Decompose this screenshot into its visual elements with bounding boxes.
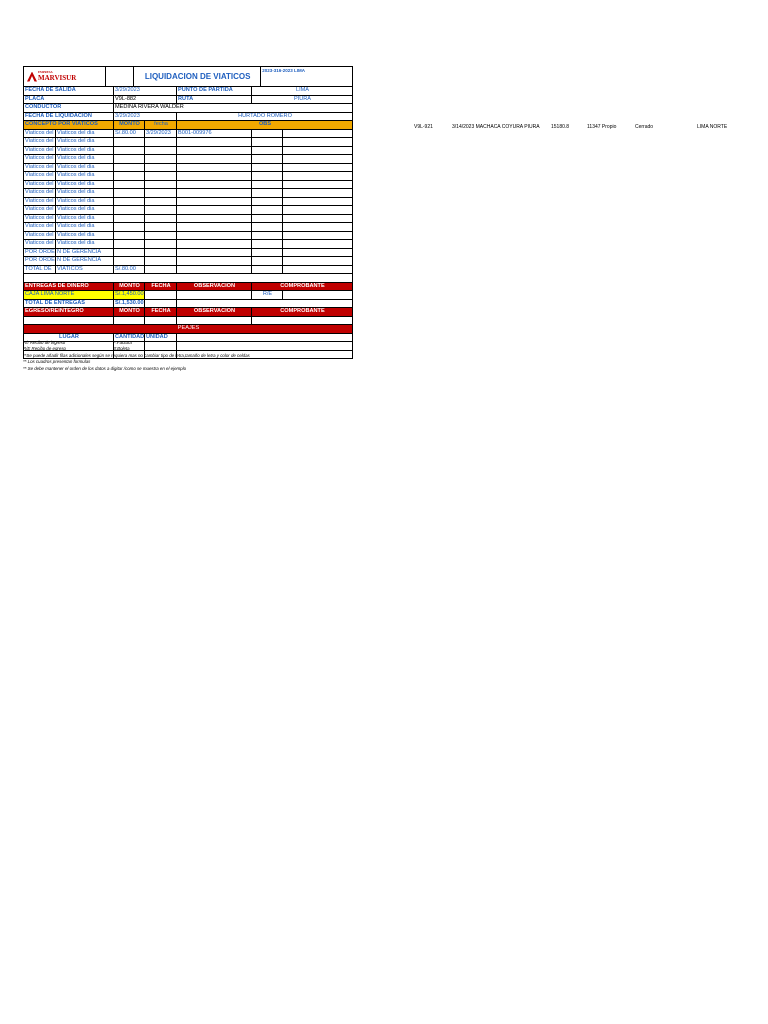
fecha-liquidacion-value[interactable]: 3/29/2023 [114,113,177,121]
viatico-monto[interactable]: S/.80.00 [114,130,145,138]
viatico-row [24,164,353,173]
viatico-concept-a: POR ORDE [25,248,55,255]
viatico-monto[interactable] [114,172,145,180]
viatico-monto[interactable] [114,189,145,197]
viatico-doc[interactable] [177,257,252,265]
note-line: **Se puede añadir filas adicionales según se requiera mas no cambiar tipo de letra,tamaño de letra y color de celdas [23,352,250,358]
viatico-concept-a: Viaticos del [24,172,56,180]
entregas-header: ENTREGAS DE DINERO [24,283,114,291]
info-row-fecha-salida [24,87,353,96]
viatico-monto[interactable] [114,164,145,172]
viatico-extra[interactable] [283,249,353,257]
viatico-concept-a: Viaticos del [24,130,56,138]
viatico-concept-a: Viaticos del [24,181,56,189]
viatico-concept-b: Viaticos del dia [56,215,114,223]
viatico-extra[interactable] [283,215,353,223]
viatico-fecha[interactable] [145,232,177,240]
viatico-concept-b: N DE GERENCIA [56,257,114,265]
viatico-fecha[interactable] [145,164,177,172]
viatico-concept-b: Viaticos del dia [56,223,114,231]
viatico-obs[interactable] [252,206,283,214]
sheet-header [24,67,353,87]
viatico-obs[interactable] [252,249,283,257]
note-line: ** Se debe mantener el orden de los datos a digitar /como se muestra en el ejemplo [23,365,187,371]
fecha-header: fecha [145,121,177,129]
viatico-concept-b: Viaticos del dia [56,138,114,146]
viatico-doc[interactable] [177,198,252,206]
viatico-monto[interactable] [114,240,145,248]
viatico-fecha[interactable] [145,249,177,257]
viatico-obs[interactable] [252,257,283,265]
punto-partida-label: PUNTO DE PARTIDA [177,87,252,95]
fecha-salida-label: FECHA DE SALIDA [24,87,114,95]
viatico-fecha[interactable] [145,181,177,189]
logo-icon [27,72,37,82]
viatico-concept-a: Viaticos del [24,215,56,223]
obs-header: OBS [177,121,353,129]
viatico-concept-b: Viaticos del dia [56,240,114,248]
viatico-doc[interactable] [177,181,252,189]
viatico-fecha[interactable] [145,240,177,248]
egreso-header: EGRESO/REINTEGRO [24,308,114,316]
viatico-obs[interactable] [252,164,283,172]
monto-header: MONTO [114,121,145,129]
viatico-fecha[interactable]: 3/29/2023 [145,130,177,138]
placa-label: PLACA [24,96,114,104]
viatico-extra[interactable] [283,164,353,172]
conductor-value[interactable]: MEDINA RIVERA WALDER [114,104,353,112]
side-cell: Cerrado [635,124,654,130]
viatico-extra[interactable] [283,130,353,138]
viatico-obs[interactable] [252,155,283,163]
entregas-observacion-header: OBSERVACION [177,283,252,291]
viatico-row [24,206,353,215]
viatico-doc[interactable] [177,232,252,240]
peajes-unidad-header: UNIDAD [145,334,177,342]
viatico-monto[interactable] [114,198,145,206]
info-row-fecha-liquidacion [24,113,353,122]
concepto-header-row [24,121,353,130]
viatico-doc[interactable] [177,172,252,180]
viatico-row [24,232,353,241]
viatico-fecha[interactable] [145,257,177,265]
viatico-concept-a: Viaticos del [24,189,56,197]
viatico-concept-b: Viaticos del dia [56,147,114,155]
viatico-row [24,215,353,224]
entregas-row [24,291,353,300]
viatico-doc[interactable] [177,215,252,223]
egreso-header-row [24,308,353,317]
viatico-row [24,155,353,164]
viatico-concept-b: Viaticos del dia [56,130,114,138]
total-viaticos-label-b: VIATICOS [56,266,114,274]
note-line: ** Los cuadros presentan formulas [23,359,91,365]
viatico-fecha[interactable] [145,198,177,206]
total-entregas-row [24,300,353,309]
note-factura: F:Factura [113,340,132,345]
concepto-header: CONCEPTO POR VIATICOS [24,121,114,129]
viatico-obs[interactable] [252,215,283,223]
entregas-caja-monto[interactable]: S/.1,450.00 [115,291,144,297]
entregas-fecha-header: FECHA [145,283,177,291]
side-cell: LIMA NORTE [697,124,728,130]
info-row-conductor [24,104,353,113]
viatico-monto[interactable] [114,232,145,240]
viatico-concept-b: N DE GERENCIA [56,249,114,257]
egreso-comprobante-header: COMPROBANTE [252,308,353,316]
notes-section [23,340,250,372]
viatico-row [24,181,353,190]
viatico-fecha[interactable] [145,138,177,146]
viatico-doc[interactable] [177,147,252,155]
punto-partida-value[interactable]: LIMA [252,87,353,95]
company-logo [24,67,106,86]
page-title: LIQUIDACION DE VIATICOS [134,67,261,86]
viatico-doc[interactable] [177,138,252,146]
conductor-label: CONDUCTOR [24,104,114,112]
viatico-concept-b: Viaticos del dia [56,198,114,206]
note-boleta: B:Boleta [113,346,130,352]
viatico-obs[interactable] [252,172,283,180]
viatico-fecha[interactable] [145,206,177,214]
viatico-concept-a: Viaticos del [24,240,56,248]
note-recibo-egreso: R/E Recibo de egreso [23,346,66,352]
viatico-obs[interactable] [252,147,283,155]
viatico-concept-a: POR ORDE [25,257,55,263]
egreso-fecha-header: FECHA [145,308,177,316]
viatico-obs[interactable] [252,240,283,248]
viatico-fecha[interactable] [145,215,177,223]
ruta-value[interactable]: PIURA [252,96,353,104]
fecha-salida-value[interactable]: 3/29/2023 [114,87,177,95]
placa-value[interactable]: V9L-882 [114,96,177,104]
egreso-row [24,317,353,326]
document-code: 2023-316-2023 LIMA [261,67,353,86]
peajes-header-row [24,325,353,334]
viatico-concept-b: Viaticos del dia [56,189,114,197]
entregas-monto-header: MONTO [114,283,145,291]
total-entregas-label: TOTAL DE ENTREGAS [24,300,114,308]
viatico-doc[interactable] [177,249,252,257]
viatico-obs[interactable] [252,198,283,206]
viatico-concept-a: Viaticos del [24,232,56,240]
viatico-row [24,130,353,139]
viatico-extra[interactable] [283,198,353,206]
viatico-monto[interactable] [114,215,145,223]
logo-company-name: MARVISUR [38,74,77,82]
viatico-concept-a: Viaticos del [24,147,56,155]
viatico-doc[interactable] [177,155,252,163]
viatico-concept-a: Viaticos del [24,164,56,172]
viatico-doc[interactable] [177,164,252,172]
viatico-obs[interactable] [252,130,283,138]
egreso-monto-header: MONTO [114,308,145,316]
entregas-header-row [24,283,353,292]
entregas-comprobante-header: COMPROBANTE [252,283,353,291]
viatico-row [24,172,353,181]
viatico-concept-a: Viaticos del [24,223,56,231]
viatico-concept-b: Viaticos del dia [56,181,114,189]
viatico-extra[interactable] [283,232,353,240]
viatico-extra[interactable] [283,172,353,180]
viatico-obs[interactable] [252,181,283,189]
entregas-caja-label: CAJA LIMA NORTE [24,291,114,299]
viatico-extra[interactable] [283,240,353,248]
total-entregas-value: S/.1,530.00 [115,299,144,306]
viatico-concept-b: Viaticos del dia [56,172,114,180]
extra-name[interactable]: HURTADO ROMERO [177,113,353,121]
viatico-concept-a: Viaticos del [24,206,56,214]
viatico-concept-b: Viaticos del dia [56,155,114,163]
viatico-fecha[interactable] [145,147,177,155]
viatico-monto[interactable] [114,138,145,146]
viatico-row [24,249,353,258]
viatico-row [24,198,353,207]
egreso-observacion-header: OBSERVACION [177,308,252,316]
viatico-doc[interactable] [177,206,252,214]
viatico-concept-a: Viaticos del [24,138,56,146]
viatico-row [24,240,353,249]
viatico-extra[interactable] [283,223,353,231]
viatico-concept-a: Viaticos del [24,155,56,163]
liquidacion-sheet [23,66,353,359]
viatico-monto[interactable] [114,223,145,231]
viatico-concept-a: Viaticos del [24,198,56,206]
viatico-obs[interactable] [252,232,283,240]
info-row-placa [24,96,353,105]
total-viaticos-value: S/.80.00 [114,266,145,274]
viatico-extra[interactable] [283,138,353,146]
viatico-monto[interactable] [114,147,145,155]
viatico-obs[interactable] [252,223,283,231]
viatico-obs[interactable] [252,138,283,146]
viatico-fecha[interactable] [145,189,177,197]
total-viaticos-label-a: TOTAL DE [24,266,56,274]
viatico-obs[interactable] [252,189,283,197]
viatico-row [24,138,353,147]
viatico-concept-b: Viaticos del dia [56,164,114,172]
note-recibo-ingreso: R/I Recibo de ingreso [23,340,66,345]
viatico-doc[interactable] [177,189,252,197]
viatico-row [24,189,353,198]
viatico-doc[interactable] [177,240,252,248]
spacer-row [24,274,353,283]
viatico-concept-b: Viaticos del dia [56,206,114,214]
side-cell: 15180.8 [551,124,570,130]
peajes-lugar-header: LUGAR [24,334,114,342]
side-cell: V9L-921 [414,124,433,130]
viatico-row [24,257,353,266]
viatico-fecha[interactable] [145,223,177,231]
viatico-extra[interactable] [283,155,353,163]
total-viaticos-row [24,266,353,275]
viatico-doc[interactable]: B001-009976 [177,130,252,138]
peajes-cantidad-header: CANTIDAD [115,333,145,340]
viatico-doc[interactable] [177,223,252,231]
viatico-fecha[interactable] [145,155,177,163]
viaticos-rows [24,130,353,266]
viatico-monto[interactable] [114,257,145,265]
side-cell: 11347 Propio [587,124,617,130]
viatico-monto[interactable] [114,181,145,189]
viatico-extra[interactable] [283,181,353,189]
viatico-extra[interactable] [283,257,353,265]
logo-top-text: EMPRESA [38,70,53,74]
viatico-extra[interactable] [283,206,353,214]
viatico-extra[interactable] [283,189,353,197]
side-cell: 3/14/2023 MACHACA COYURA PIURA [452,124,540,130]
viatico-monto[interactable] [114,249,145,257]
viatico-row [24,223,353,232]
viatico-monto[interactable] [114,206,145,214]
entregas-comprobante[interactable]: R/E [252,291,283,299]
ruta-label: RUTA [177,96,252,104]
viatico-extra[interactable] [283,147,353,155]
viatico-row [24,147,353,156]
viatico-fecha[interactable] [145,172,177,180]
fecha-liquidacion-label: FECHA DE LIQUIDACION [24,113,114,121]
peajes-title: PEAJES [24,325,353,333]
viatico-concept-b: Viaticos del dia [56,232,114,240]
viatico-monto[interactable] [114,155,145,163]
